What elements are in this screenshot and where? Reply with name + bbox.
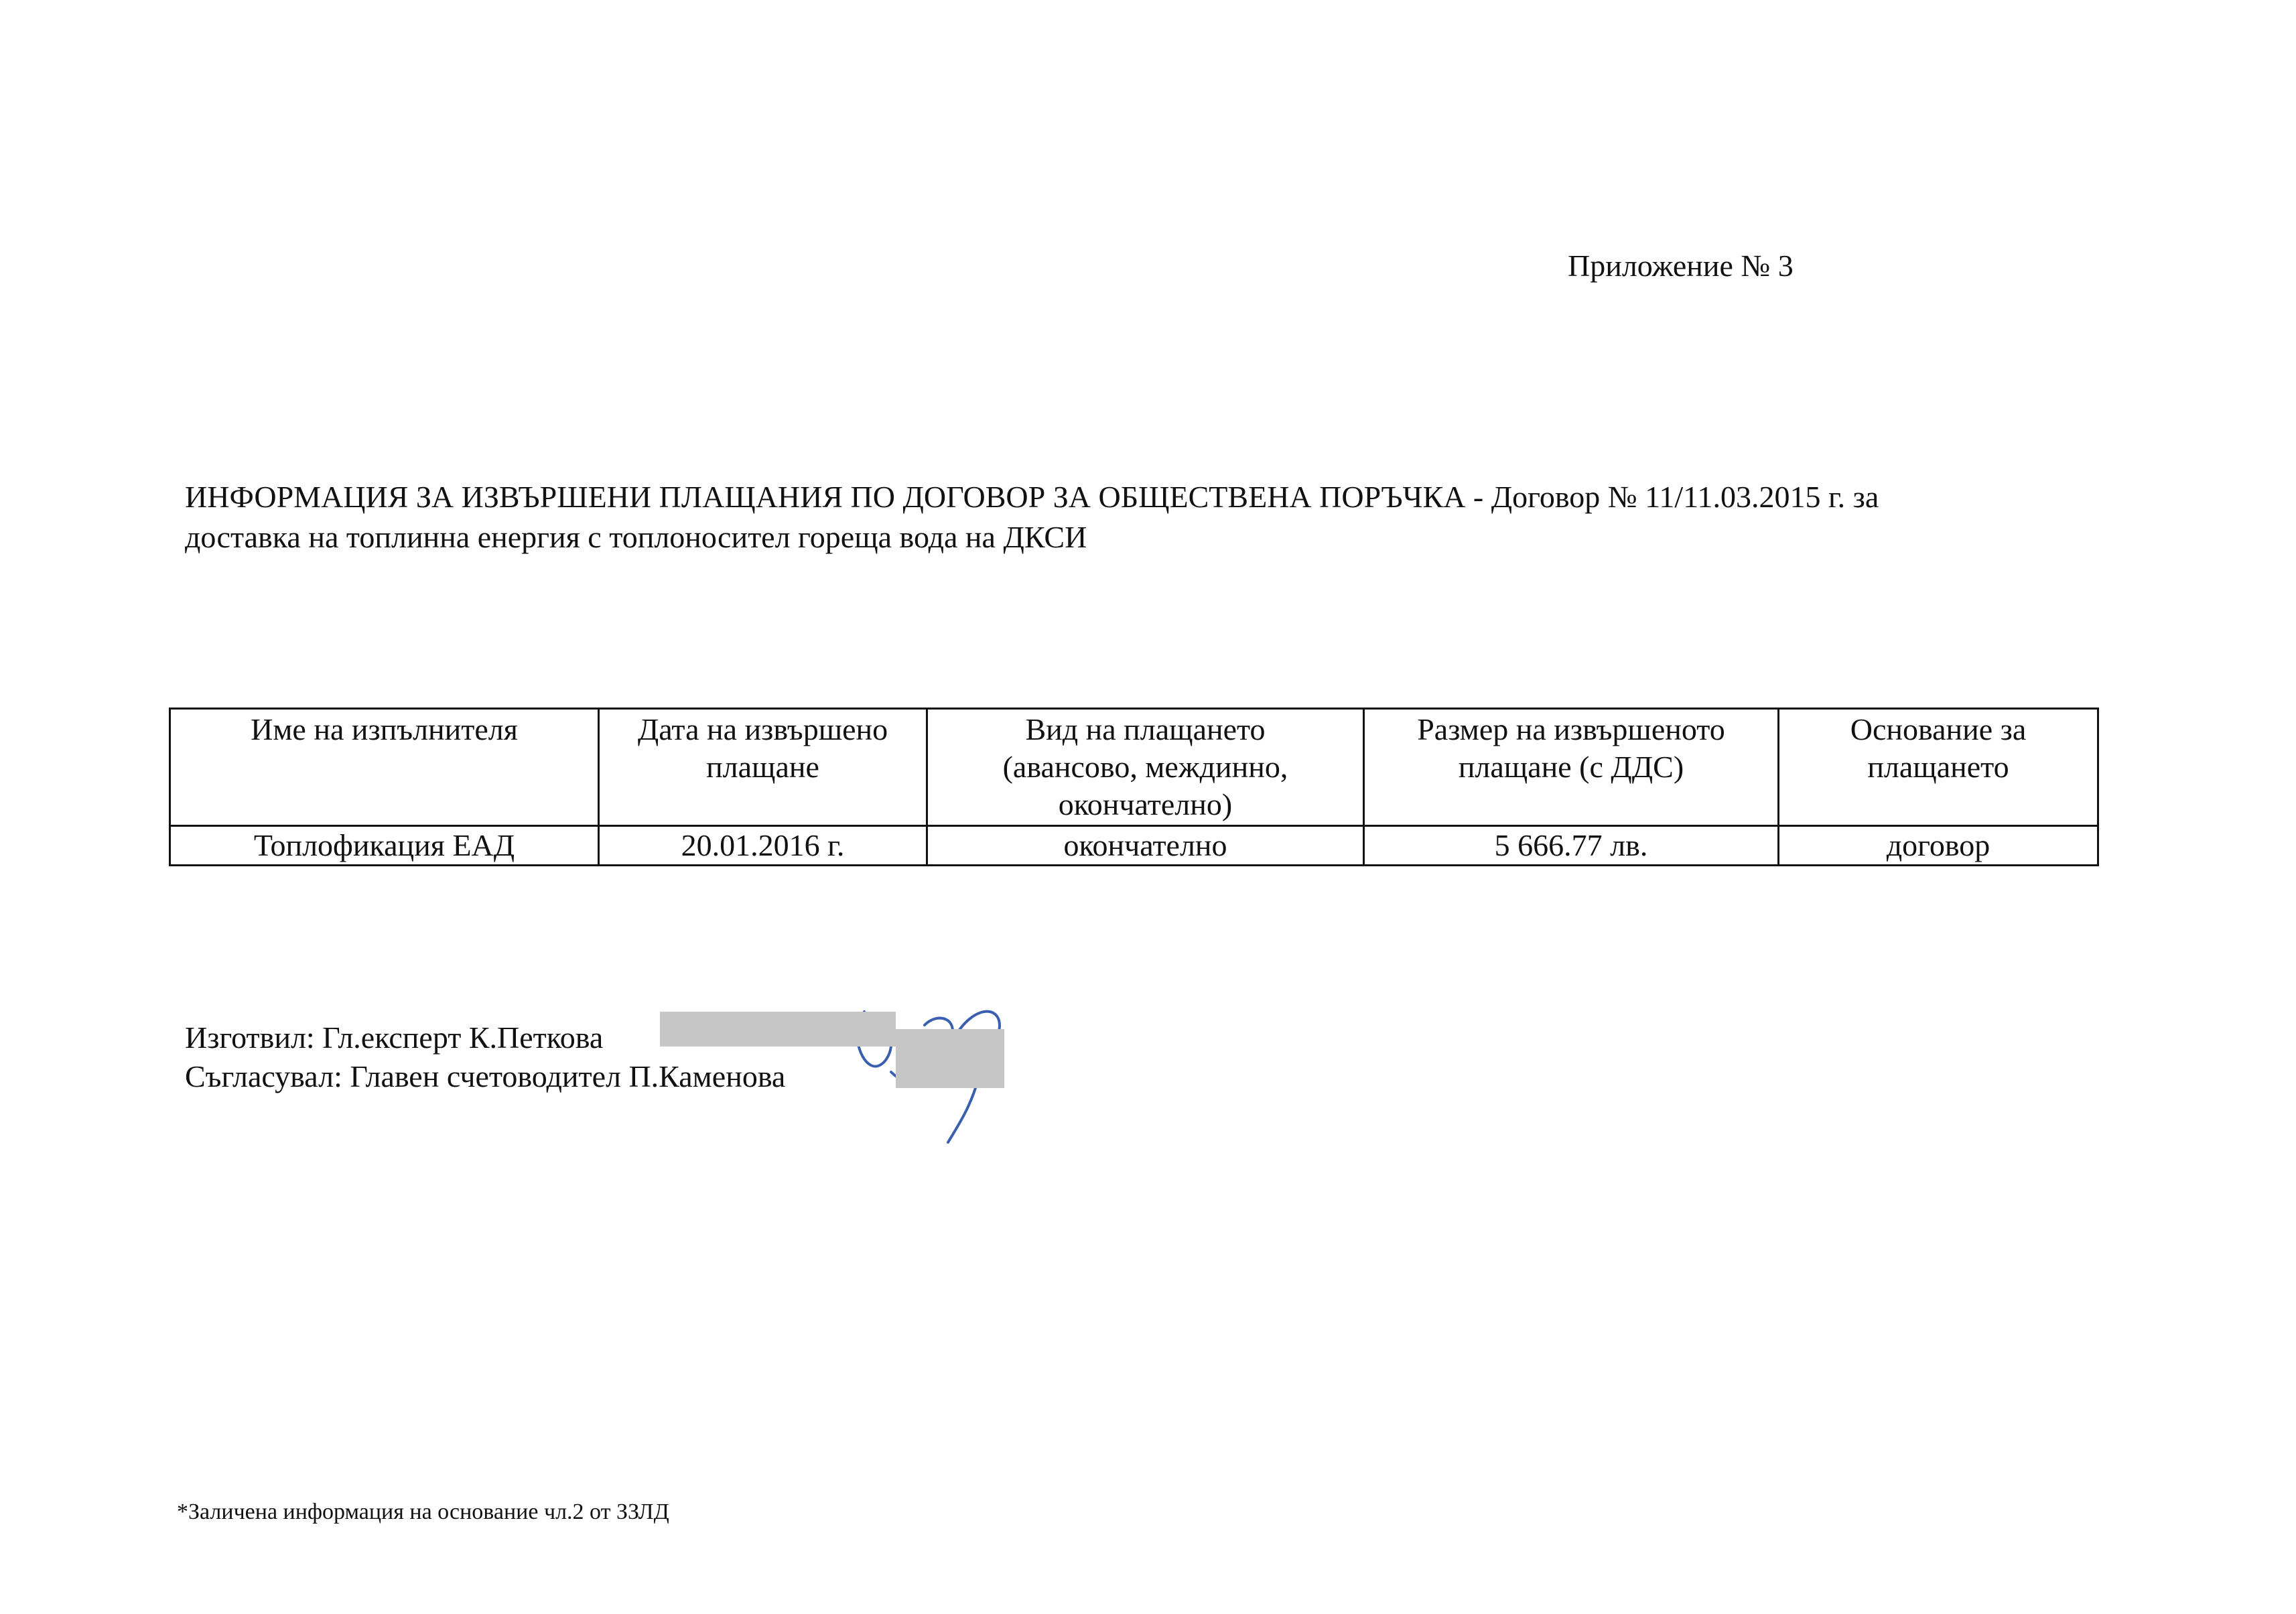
header-line: Дата на извършено xyxy=(637,712,888,746)
cell-payment-type: окончателно xyxy=(927,826,1364,866)
header-payment-amount xyxy=(1364,709,1779,826)
redaction-box xyxy=(896,1029,1004,1088)
annex-number: Приложение № 3 xyxy=(1568,249,1794,283)
header-payment-basis xyxy=(1779,709,2098,826)
header-line: плащане xyxy=(706,750,819,784)
cell-payment-date: 20.01.2016 г. xyxy=(599,826,927,866)
table-row xyxy=(170,826,2098,866)
cell-payment-amount: 5 666.77 лв. xyxy=(1364,826,1779,866)
cell-payment-basis: договор xyxy=(1779,826,2098,866)
document-title-line-2: доставка на топлинна енергия с топлоносител гореща вода на ДКСИ xyxy=(185,520,1087,554)
header-line: Размер на извършеното xyxy=(1417,712,1725,746)
approved-by: Съгласувал: Главен счетоводител П.Каменова xyxy=(185,1059,786,1093)
header-line: плащането xyxy=(1867,750,2009,784)
header-line: Име на изпълнителя xyxy=(251,712,518,746)
table-header-row xyxy=(170,709,2098,826)
header-line: окончателно) xyxy=(1058,787,1233,821)
prepared-by: Изготвил: Гл.експерт К.Петкова xyxy=(185,1020,604,1055)
cell-contractor: Топлофикация ЕАД xyxy=(170,826,599,866)
header-line: Вид на плащането xyxy=(1025,712,1266,746)
header-line: Основание за xyxy=(1850,712,2027,746)
document-title xyxy=(185,477,2061,557)
header-payment-date xyxy=(599,709,927,826)
redaction-footnote: *Заличена информация на основание чл.2 от ЗЗЛД xyxy=(177,1499,669,1524)
header-payment-type xyxy=(927,709,1364,826)
header-contractor xyxy=(170,709,599,826)
header-line: плащане (с ДДС) xyxy=(1458,750,1684,784)
document-title-line-1: ИНФОРМАЦИЯ ЗА ИЗВЪРШЕНИ ПЛАЩАНИЯ ПО ДОГОВОР ЗА ОБЩЕСТВЕНА ПОРЪЧКА - Договор № 11/11.03.2015 г. за xyxy=(185,480,1879,514)
payments-table xyxy=(169,708,2099,866)
header-line: (авансово, междинно, xyxy=(1002,750,1288,784)
redaction-box xyxy=(660,1012,896,1047)
